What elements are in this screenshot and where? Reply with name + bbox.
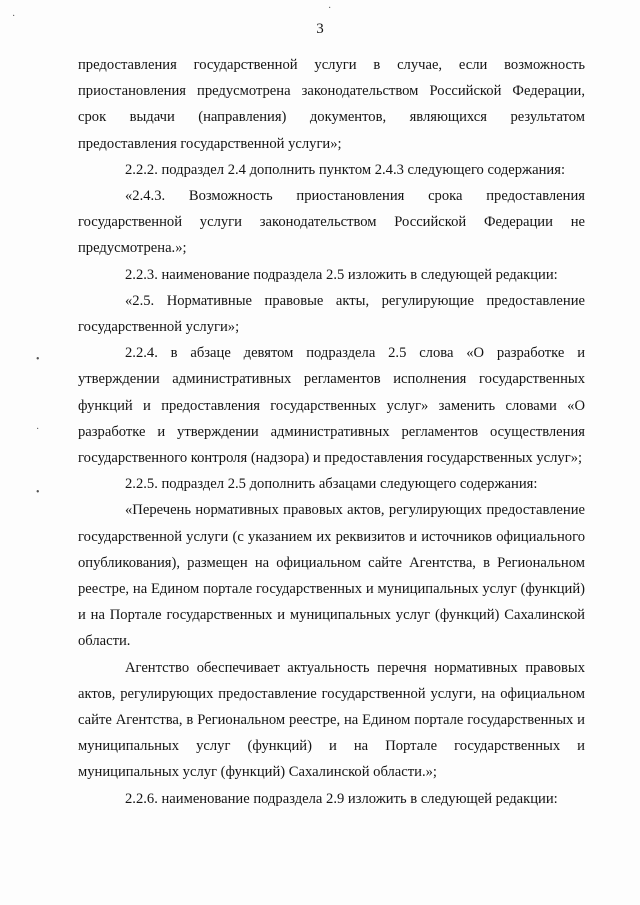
body-text (78, 52, 585, 812)
scan-speck: • (36, 354, 40, 365)
paragraph: 2.2.2. подраздел 2.4 дополнить пунктом 2.4.3 следующего содержания: (125, 161, 566, 178)
paragraph: Агентство обеспечивает актуальность перечня нормативных правовых актов, регулирующих предоставление государственной услуги, на официальном сайте Агентства, в Региональном реестре, на Едином портале государственных и муниципальных услуг (функций) и на Портале государственных и муниципальных услуг (функций) Сахалинской области.»; (78, 659, 585, 781)
scan-speck: · (12, 11, 16, 22)
scan-speck: • (36, 487, 40, 498)
paragraph: 2.2.3. наименование подраздела 2.5 изложить в следующей редакции: (125, 266, 558, 283)
paragraph: предоставления государственной услуги в случае, если возможность приостановления предусмотрена законодательством Российской Федерации, срок выдачи (направления) документов, являющихся результатом предоставления государственной услуги»; (78, 57, 585, 152)
paragraph: 2.2.5. подраздел 2.5 дополнить абзацами следующего содержания: (125, 476, 538, 493)
paragraph: «Перечень нормативных правовых актов, регулирующих предоставление государственной услуги (с указанием их реквизитов и источников официального опубликования), размещен на официальном сайте Агентства, в Региональном реестре, на Едином портале государственных и муниципальных услуг (функций) и на Портале государственных и муниципальных услуг (функций) Сахалинской области. (78, 502, 585, 650)
scan-speck: · (328, 3, 332, 14)
paragraph: «2.5. Нормативные правовые акты, регулирующие предоставление государственной услуги»; (78, 292, 585, 336)
paragraph: «2.4.3. Возможность приостановления срока предоставления государственной услуги законодательством Российской Федерации не предусмотрена.»; (78, 188, 585, 257)
scan-speck: · (36, 424, 40, 435)
paragraph: 2.2.6. наименование подраздела 2.9 изложить в следующей редакции: (125, 790, 558, 807)
paragraph: 2.2.4. в абзаце девятом подраздела 2.5 слова «О разработке и утверждении административных регламентов исполнения государственных функций и предоставления государственных услуг» заменить словами «О разработке и утверждении административных регламентов осуществления государственного контроля (надзора) и предоставления государственных услуг»; (78, 345, 585, 467)
page-number: 3 (316, 21, 324, 37)
